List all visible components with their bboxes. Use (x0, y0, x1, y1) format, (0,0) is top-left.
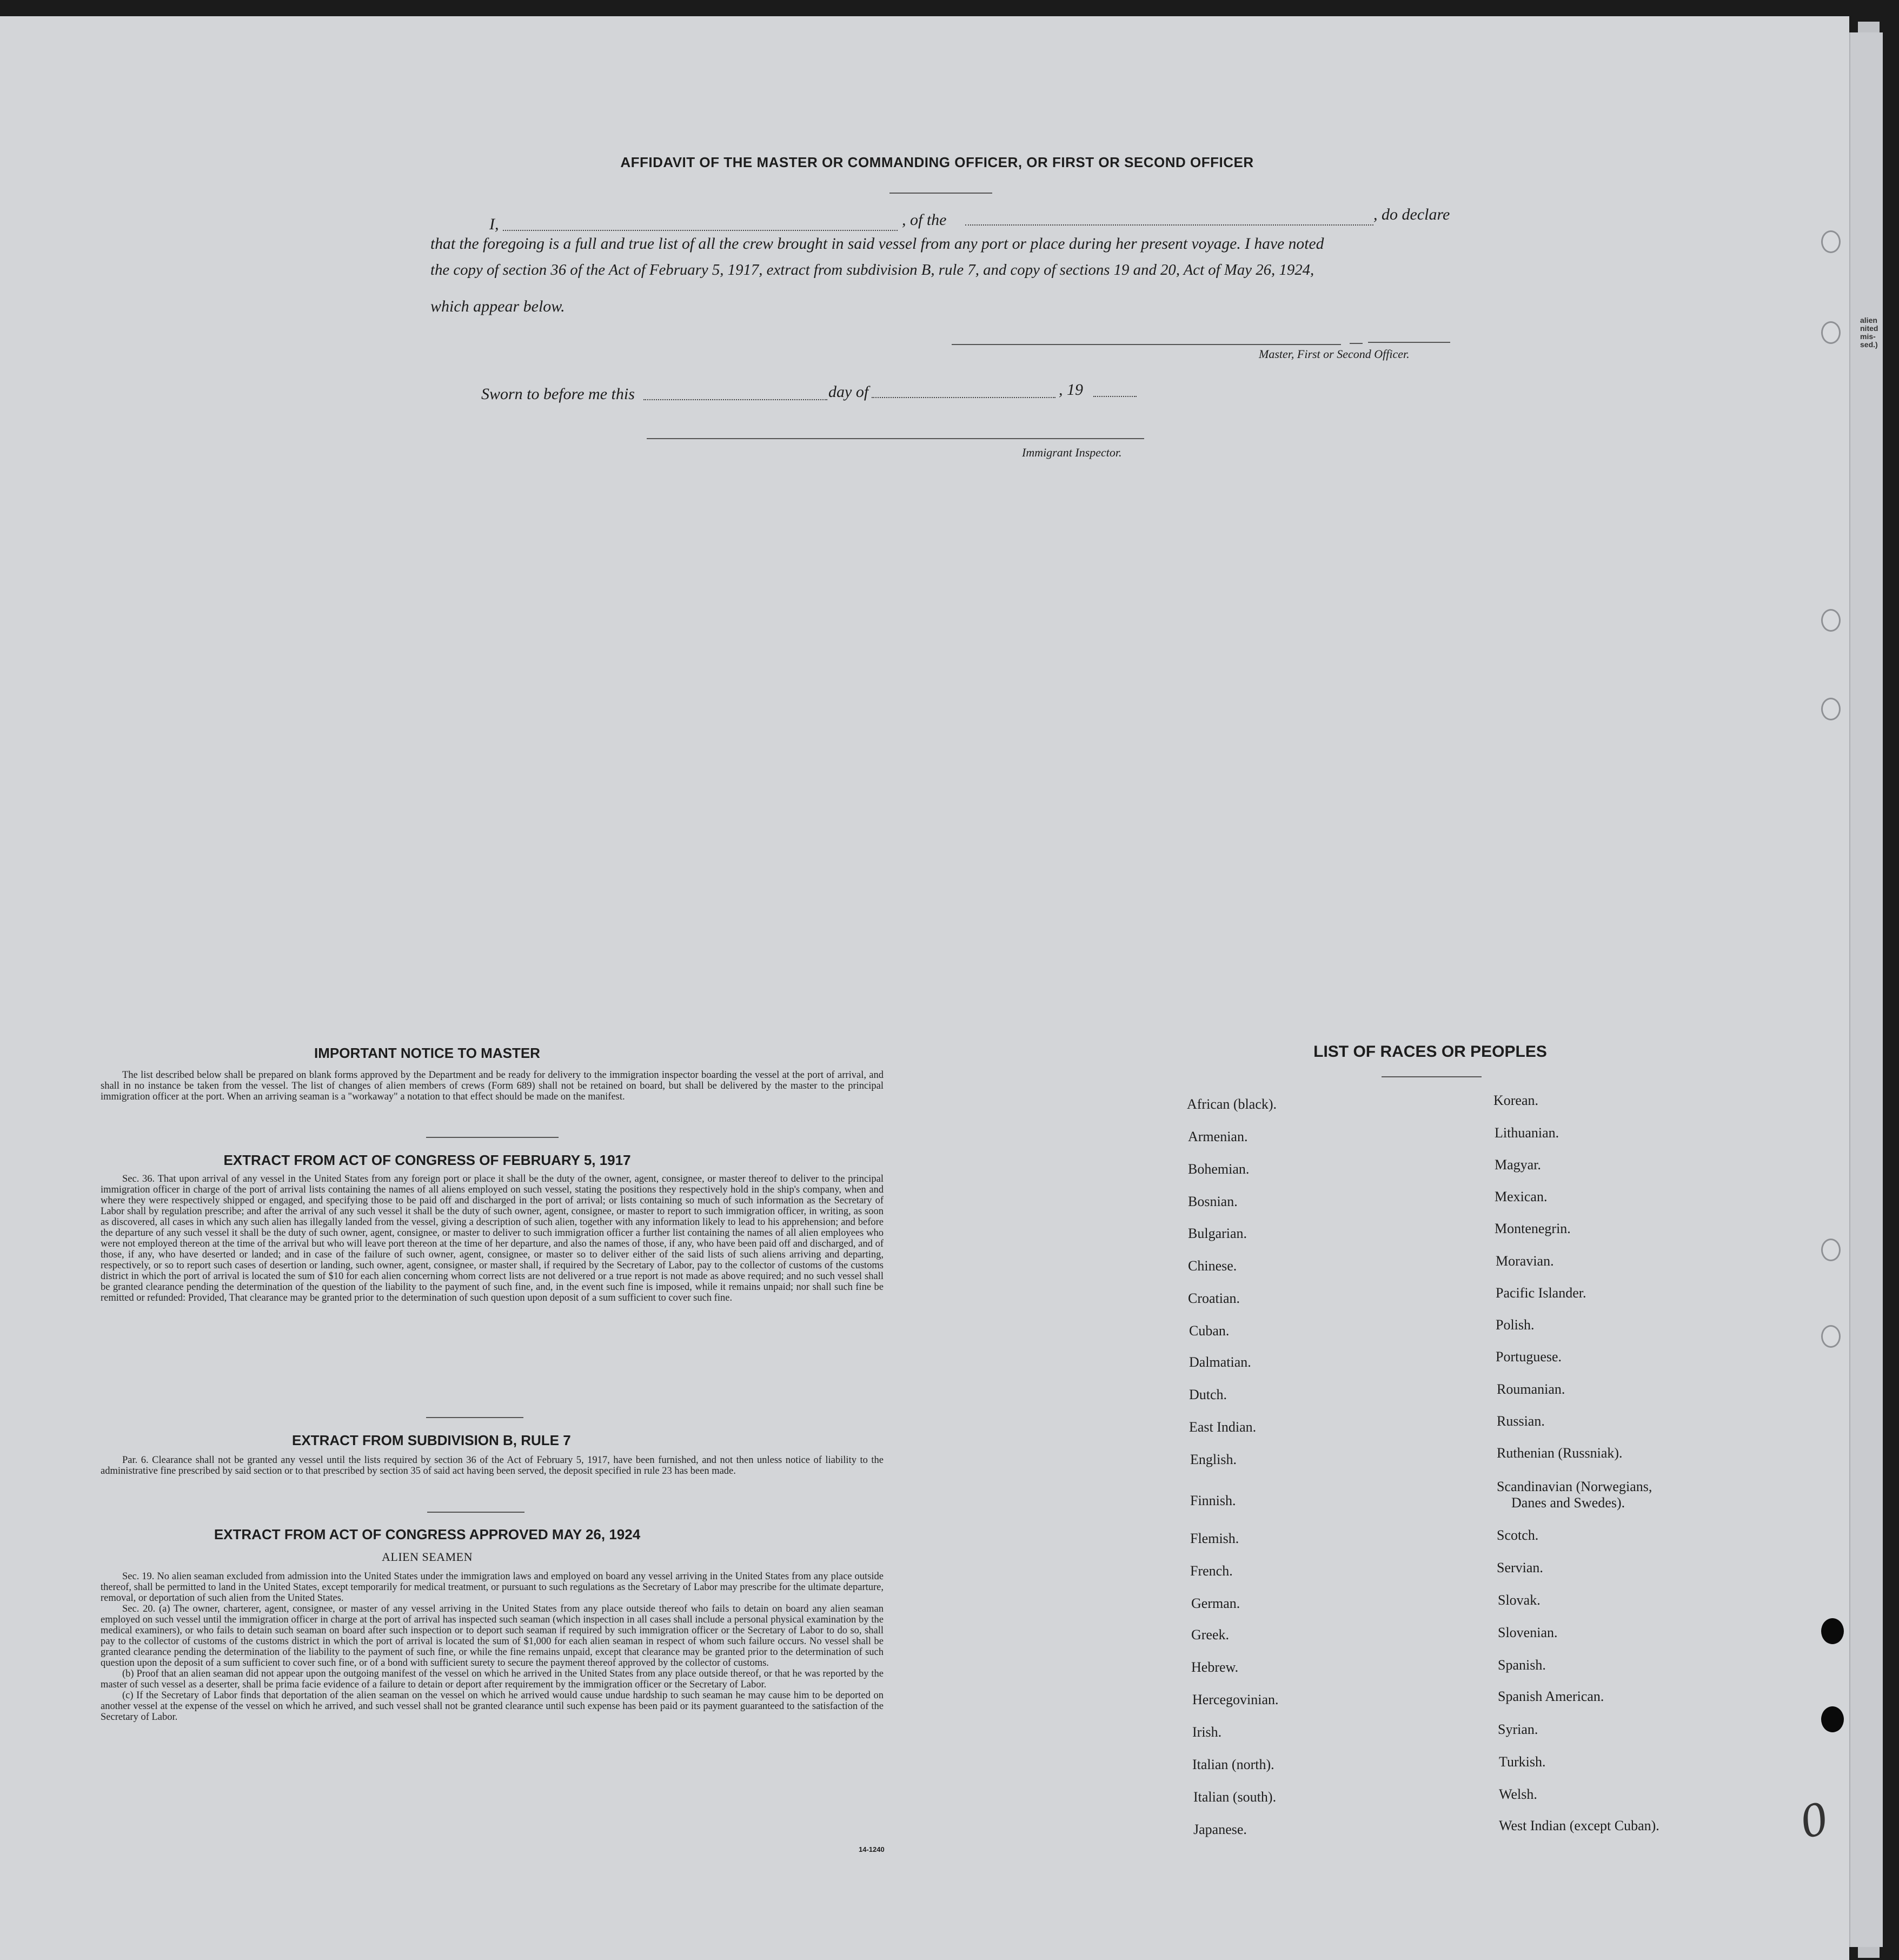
race-item: Bohemian. (1188, 1161, 1250, 1177)
vessel-name-line (965, 224, 1373, 226)
declarant-name-line (503, 230, 898, 231)
punch-hole-dark (1821, 1618, 1844, 1644)
race-item: French. (1190, 1563, 1233, 1579)
race-item: Slovenian. (1498, 1625, 1558, 1640)
of-the-label: , of the (902, 211, 947, 229)
race-item: Danes and Swedes). (1511, 1495, 1625, 1511)
declarant-i-label: I, (489, 215, 499, 233)
race-item: Armenian. (1188, 1129, 1248, 1144)
race-item: Korean. (1493, 1092, 1539, 1108)
affidavit-line-3: the copy of section 36 of the Act of February 5, 1917, extract from subdivision B, rule 7, and copy of sections 19 and 20, Act of May 26, 1924, (430, 261, 1314, 279)
race-item: Spanish American. (1498, 1688, 1604, 1704)
year-label: , 19 (1059, 381, 1083, 399)
extract-1924-title: EXTRACT FROM ACT OF CONGRESS APPROVED MAY 26, 1924 (214, 1526, 641, 1542)
race-item: Bosnian. (1188, 1194, 1238, 1209)
master-signature-caption: Master, First or Second Officer. (1259, 347, 1410, 361)
race-item: Roumanian. (1497, 1381, 1565, 1397)
race-item: Japanese. (1193, 1822, 1247, 1837)
divider (426, 1417, 523, 1418)
race-item: Hercegovinian. (1192, 1692, 1279, 1707)
affidavit-line-4: which appear below. (430, 297, 565, 315)
day-of-label: day of (828, 383, 869, 401)
race-item: Slovak. (1498, 1592, 1541, 1608)
race-item: Finnish. (1190, 1493, 1236, 1508)
master-signature-line-b (1350, 343, 1363, 344)
race-item: Italian (south). (1193, 1789, 1277, 1805)
race-item: Syrian. (1498, 1721, 1538, 1737)
race-item: Greek. (1191, 1627, 1230, 1643)
punch-hole (1821, 609, 1841, 632)
race-item: Mexican. (1495, 1189, 1548, 1204)
race-item: Cuban. (1189, 1323, 1230, 1339)
sworn-year-line (1093, 396, 1137, 397)
race-item: English. (1190, 1452, 1237, 1467)
title-divider (889, 193, 992, 194)
race-item: Portuguese. (1496, 1349, 1562, 1365)
affidavit-line-2: that the foregoing is a full and true list of all the crew brought in said vessel from any port or place during her present voyage. I have noted (430, 235, 1324, 253)
race-item: Ruthenian (Russniak). (1497, 1445, 1623, 1461)
race-item: Montenegrin. (1495, 1221, 1571, 1236)
punch-hole (1821, 1239, 1841, 1261)
race-item: Pacific Islander. (1496, 1285, 1586, 1301)
inspector-caption: Immigrant Inspector. (1022, 446, 1122, 459)
race-item: Turkish. (1499, 1754, 1546, 1770)
extract-1917-title: EXTRACT FROM ACT OF CONGRESS OF FEBRUARY 5, 1917 (223, 1152, 631, 1168)
race-item: Hebrew. (1191, 1659, 1239, 1675)
inspector-signature-line (647, 438, 1144, 439)
punch-hole (1821, 698, 1841, 720)
punch-hole (1821, 230, 1841, 253)
race-item: Bulgarian. (1188, 1226, 1247, 1241)
race-item: Magyar. (1495, 1157, 1541, 1173)
race-item: Lithuanian. (1495, 1125, 1559, 1141)
race-item: West Indian (except Cuban). (1499, 1818, 1659, 1833)
margin-fragment: alien nited mis- sed.) (1860, 316, 1878, 349)
race-item: East Indian. (1189, 1419, 1257, 1435)
race-item: Dutch. (1189, 1387, 1227, 1402)
sworn-day-line (643, 399, 827, 400)
sworn-label: Sworn to before me this (481, 385, 635, 403)
extract-rule7-text: Par. 6. Clearance shall not be granted any vessel until the lists required by section 36 of the Act of February 5, 1917, have been furnished, and not then unless notice of liability to the administrative fine prescribed by said section or to that prescribed by section 35 of said act having been served, the deposit specified in rule 23 has been made. (101, 1455, 884, 1476)
affidavit-title: AFFIDAVIT OF THE MASTER OR COMMANDING OFFICER, OR FIRST OR SECOND OFFICER (620, 154, 1254, 170)
divider (427, 1512, 524, 1513)
race-item: Polish. (1496, 1317, 1535, 1333)
race-item: Scotch. (1497, 1527, 1539, 1543)
race-item: Moravian. (1496, 1253, 1554, 1269)
notice-text: The list described below shall be prepared on blank forms approved by the Department and be ready for delivery to the immigration inspector boarding the vessel at the port of arrival, and shall in no instance be taken from the vessel. The list of changes of alien members of crews (Form 689) shall not be retained on board, but shall be delivered by the master to the principal immigration officer at the port. When an arriving seaman is a "workaway" a notation to that effect should be made on the manifest. (101, 1070, 884, 1102)
alien-seamen-subtitle: ALIEN SEAMEN (382, 1550, 473, 1564)
race-item: Russian. (1497, 1413, 1545, 1429)
punch-hole (1821, 321, 1841, 344)
handwritten-mark: 0 (1794, 1792, 1835, 1849)
race-item: Scandinavian (Norwegians, (1497, 1479, 1652, 1494)
master-signature-line (952, 344, 1341, 345)
race-item: Spanish. (1498, 1657, 1546, 1673)
race-item: Irish. (1192, 1724, 1222, 1740)
extract-rule7-title: EXTRACT FROM SUBDIVISION B, RULE 7 (292, 1432, 571, 1448)
race-item: Croatian. (1188, 1290, 1240, 1306)
divider (426, 1137, 559, 1138)
notice-title: IMPORTANT NOTICE TO MASTER (314, 1045, 540, 1061)
do-declare-label: , do declare (1373, 206, 1450, 223)
race-item: Servian. (1497, 1560, 1543, 1575)
extract-1924-text: Sec. 19. No alien seaman excluded from admission into the United States under the immigration laws and employed on board any vessel arriving in the United States from any place outside thereof, shall be permitted to land in the United States, except temporarily for medical treatment, or pursuant to such regulations as the Secretary of Labor may prescribe for the ultimate departure, removal, or deportation of such alien from the United States. Sec. 20. (a) The owner, charterer, agent, consignee, or master of any vessel arriving in the United States from any place outside thereof who fails to detain on board any alien seaman employed on such vessel until the immigration officer in charge at the port of arrival has inspected such seaman (which inspection in all cases shall include a personal physical examination by the medical examiners), or who fails to detain such seaman on board after such inspection or to deport such seaman if required by such immigration officer or the Secretary of Labor to do so, shall pay to the collector of customs of the customs district in which the port of arrival is located the sum of $1,000 for each alien seaman in respect of whom such failure occurs. No vessel shall be granted clearance pending the determination of the liability to the payment of such fine, or while the fine remains unpaid, except that clearance may be granted prior to the determination of such question upon the deposit of a sum sufficient to cover such fine, or of a bond with sufficient surety to secure the payment thereof approved by the collector of customs. (b) Proof that an alien seaman did not appear upon the outgoing manifest of the vessel on which he arrived in the United States from any place outside thereof, or that he was reported by the master of such vessel as a deserter, shall be prima facie evidence of a failure to detain or deport after requirement by the immigration officer or the Secretary of Labor. (c) If the Secretary of Labor finds that deportation of the alien seaman on the vessel on which he arrived would cause undue hardship to such seaman he may cause him to be deported on another vessel at the expense of the vessel on which he arrived, and such vessel shall not be granted clearance until such expense has been paid or its payment guaranteed to the satisfaction of the Secretary of Labor. (101, 1571, 884, 1723)
race-item: Dalmatian. (1189, 1354, 1251, 1370)
punch-hole (1821, 1325, 1841, 1348)
races-title: LIST OF RACES OR PEOPLES (1313, 1043, 1547, 1061)
master-signature-line-c (1368, 342, 1450, 343)
race-item: Chinese. (1188, 1258, 1237, 1274)
races-divider (1382, 1076, 1482, 1077)
form-number: 14-1240 (859, 1845, 885, 1853)
race-item: Welsh. (1499, 1786, 1537, 1802)
sworn-month-line (872, 397, 1055, 398)
extract-1917-text: Sec. 36. That upon arrival of any vessel in the United States from any foreign port or place it shall be the duty of the owner, agent, consignee, or master thereof to deliver to the principal immigration officer in charge of the port of arrival lists containing the names of all aliens employed on such vessel, stating the positions they respectively hold in the ship's company, when and where they were respectively shipped or engaged, and specifying those to be paid off and discharged in the port of arrival; or lists containing so much of such information as the Secretary of Labor shall by regulation prescribe; and after the arrival of any such vessel it shall be the duty of such owner, agent, consignee, or master to report to such immigration officer, in writing, as soon as discovered, all cases in which any such alien has illegally landed from the vessel, giving a description of such alien, together with any information likely to lead to his apprehension; and before the departure of any such vessel it shall be the duty of such owner, agent, consignee, or master to deliver to such immigration officer a further list containing the names of all alien employees who were not employed thereon at the time of the arrival but who will leave port thereon at the time of her departure, and also the names of those, if any, who have been paid off and discharged, and of those, if any, who have deserted or landed; and in case of the failure of such owner, agent, consignee, or master so to deliver either of the said lists of such aliens arriving and departing, respectively, or so to report such cases of desertion or landing, such owner, agent, consignee, or master shall, if required by the Secretary of Labor, pay to the collector of customs of the customs district in which the port of arrival is located the sum of $10 for each alien concerning whom correct lists are not delivered or a true report is not made as above required; and no such vessel shall be granted clearance pending the determination of the question of the liability to the payment of such fine, and, in the event such fine is imposed, while it remains unpaid; nor shall such fine be remitted or refunded: Provided, That clearance may be granted prior to the determination of such question upon deposit of a sum sufficient to cover such fine. (101, 1174, 884, 1303)
punch-hole-dark (1821, 1706, 1844, 1732)
race-item: African (black). (1187, 1096, 1277, 1112)
race-item: German. (1191, 1595, 1240, 1611)
race-item: Italian (north). (1192, 1757, 1274, 1772)
race-item: Flemish. (1190, 1531, 1239, 1546)
